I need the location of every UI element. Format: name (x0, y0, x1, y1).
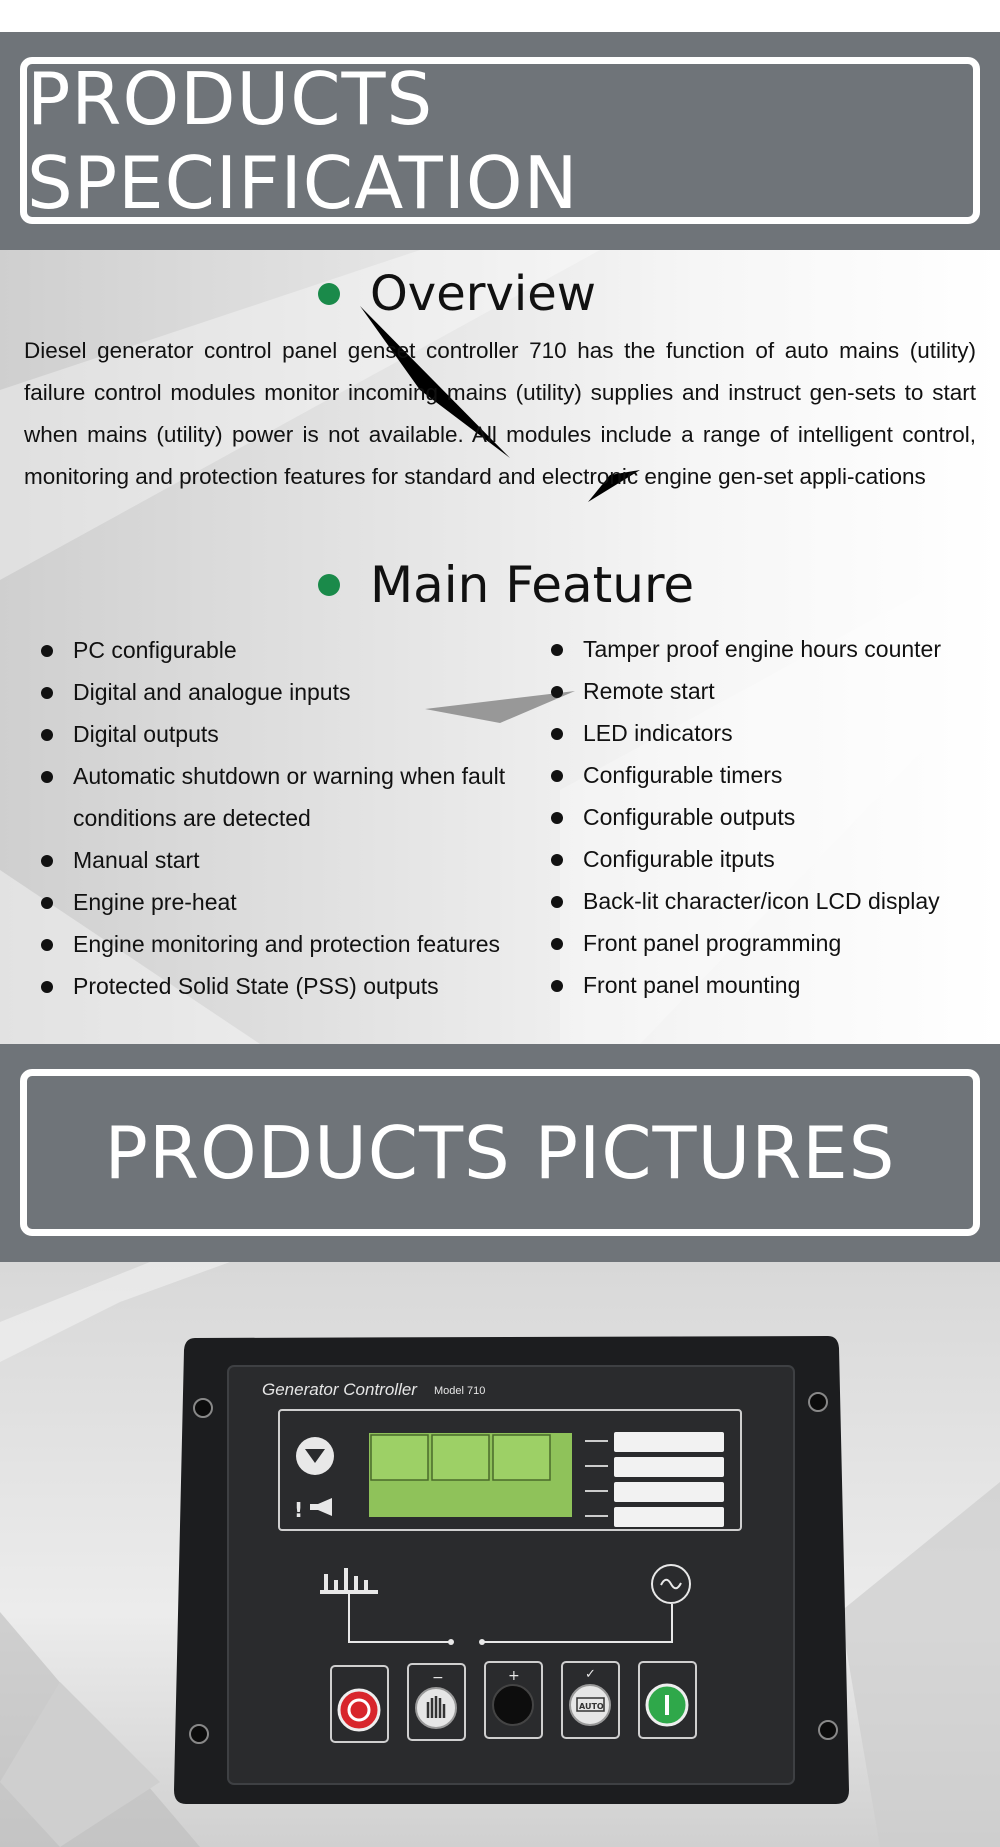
list-item: Configurable itputs (534, 838, 974, 880)
list-item: Engine pre-heat (24, 881, 534, 923)
spec-banner (0, 32, 1000, 250)
spec-banner-title: PRODUCTS SPECIFICATION (27, 56, 579, 225)
bullet-icon (41, 897, 53, 909)
bullet-icon (551, 644, 563, 656)
list-item: Front panel programming (534, 922, 974, 964)
device-brand-label: Generator Controller (262, 1380, 417, 1399)
main-feature-heading-text: Main Feature (370, 556, 695, 614)
list-item: Configurable outputs (534, 796, 974, 838)
list-item: Remote start (534, 670, 974, 712)
feature-list-right (534, 628, 974, 1006)
generator-controller-photo (0, 1262, 1000, 1847)
list-item: Automatic shutdown or warning when fault conditions are detected (24, 755, 534, 839)
bullet-icon (551, 686, 563, 698)
overview-text: Diesel generator control panel genset controller 710 has the function of auto mains (utility) failure control modules monitor incoming mains (utility) supplies and instruct gen-sets to start when mains (utility) power is not available. All modules include a range of intelligent control, monitoring and protection features for standard and electronic engine gen-set appli-cations (24, 338, 976, 489)
indicator-label-3 (614, 1482, 724, 1502)
list-item: Back-lit character/icon LCD display (534, 880, 974, 922)
pictures-banner-frame (20, 1069, 980, 1236)
bullet-icon (551, 770, 563, 782)
bullet-icon (41, 645, 53, 657)
list-item: Protected Solid State (PSS) outputs (24, 965, 534, 1007)
list-item: Digital and analogue inputs (24, 671, 534, 713)
list-item: Configurable timers (534, 754, 974, 796)
spec-banner-frame (20, 57, 980, 224)
list-item: Tamper proof engine hours counter (534, 628, 974, 670)
bullet-icon (41, 729, 53, 741)
list-item: PC configurable (24, 629, 534, 671)
mount-hole-icon (819, 1721, 837, 1739)
bullet-icon (41, 687, 53, 699)
mount-hole-icon (809, 1393, 827, 1411)
list-item: Manual start (24, 839, 534, 881)
overview-heading-text: Overview (370, 266, 596, 322)
alarm-icon: ! (294, 1498, 304, 1522)
bullet-icon (41, 771, 53, 783)
bullet-icon (41, 939, 53, 951)
bullet-icon (551, 938, 563, 950)
bullet-icon (551, 980, 563, 992)
indicator-label-2 (614, 1457, 724, 1477)
list-item: Digital outputs (24, 713, 534, 755)
svg-text:+: + (508, 1668, 520, 1684)
pictures-banner-title: PRODUCTS PICTURES (104, 1110, 896, 1195)
mount-hole-icon (194, 1399, 212, 1417)
list-item: LED indicators (534, 712, 974, 754)
auto-label: AUTO (579, 1702, 604, 1711)
bullet-icon (41, 855, 53, 867)
bullet-icon (41, 981, 53, 993)
svg-text:−: − (432, 1670, 444, 1686)
feature-list-left (24, 629, 534, 1007)
overview-heading (318, 266, 596, 322)
main-feature-heading (318, 556, 694, 614)
bullet-icon (551, 812, 563, 824)
mount-hole-icon (190, 1725, 208, 1743)
overview-bullet-icon (318, 283, 340, 305)
stop-button (339, 1690, 379, 1730)
bullet-icon (551, 854, 563, 866)
bullet-icon (551, 728, 563, 740)
bullet-icon (551, 896, 563, 908)
svg-text:✓: ✓ (585, 1667, 596, 1682)
list-item: Front panel mounting (534, 964, 974, 1006)
device-model-label: Model 710 (434, 1385, 486, 1397)
list-item: Engine monitoring and protection features (24, 923, 534, 965)
indicator-label-1 (614, 1432, 724, 1452)
test-button (493, 1685, 533, 1725)
indicator-label-4 (614, 1507, 724, 1527)
main-feature-bullet-icon (318, 574, 340, 596)
pictures-banner (0, 1044, 1000, 1262)
